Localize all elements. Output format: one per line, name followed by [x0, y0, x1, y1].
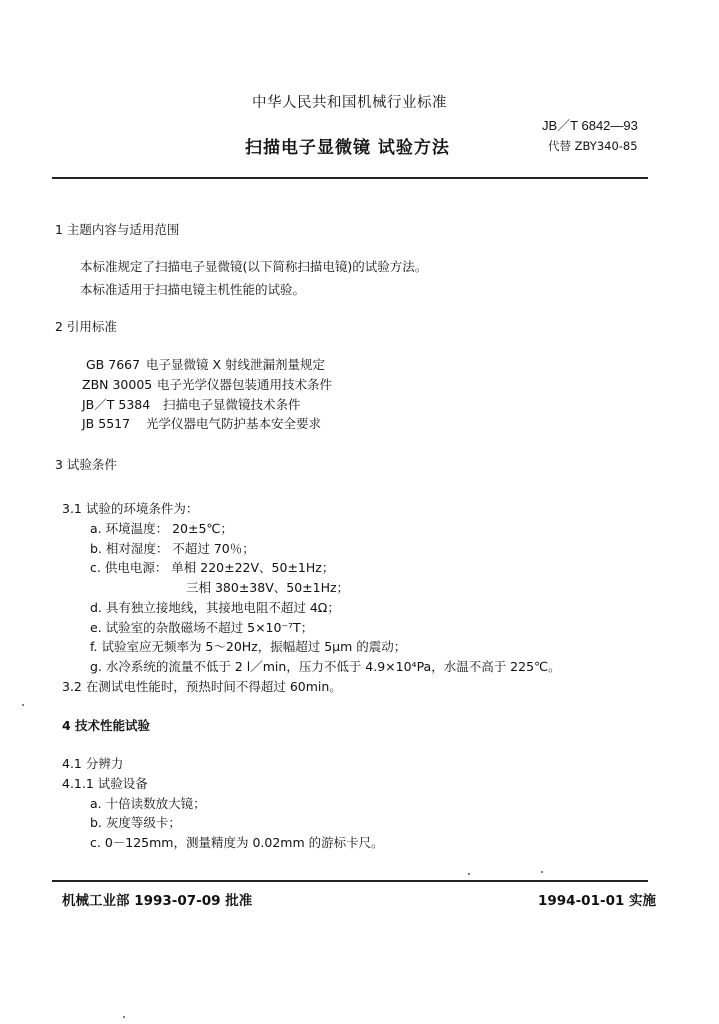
scan-speck [123, 1016, 125, 1018]
ref-code: JB／T 5384 [82, 397, 151, 412]
section-1-paragraph-2: 本标准适用于扫描电镜主机性能的试验。 [80, 282, 306, 297]
standard-number: JB／T 6842—93 [542, 118, 638, 133]
condition-item: 三相 380±38V、50±1Hz； [186, 580, 350, 595]
scan-speck [541, 871, 543, 873]
ref-code: ZBN 30005 [82, 377, 153, 392]
condition-item: a. 环境温度： 20±5℃； [90, 521, 233, 536]
section-2-heading: 2 引用标准 [55, 319, 117, 334]
approval-note: 机械工业部 1993-07-09 批准 [62, 893, 253, 909]
ref-code: GB 7667 [86, 357, 141, 372]
footer-divider [52, 880, 648, 882]
document-title: 扫描电子显微镜 试验方法 [245, 138, 450, 158]
ref-title: 电子显微镜 X 射线泄漏剂量规定 [146, 357, 326, 372]
ref-title: 扫描电子显微镜技术条件 [163, 397, 301, 412]
section-4-heading: 4 技术性能试验 [62, 718, 151, 733]
header-divider [52, 177, 648, 179]
section-1-heading: 1 主题内容与适用范围 [55, 222, 180, 237]
clause-4-1: 4.1 分辨力 [62, 756, 124, 771]
implementation-date: 1994-01-01 实施 [538, 893, 657, 909]
condition-item: b. 相对湿度： 不超过 70％； [90, 541, 255, 556]
clause-3-1: 3.1 试验的环境条件为： [62, 501, 199, 516]
condition-item: d. 具有独立接地线，其接地电阻不超过 4Ω； [90, 600, 340, 615]
section-3-heading: 3 试验条件 [55, 457, 117, 472]
ref-title: 光学仪器电气防护基本安全要求 [146, 416, 322, 431]
condition-item: c. 供电电源： 单相 220±22V、50±1Hz； [90, 560, 335, 575]
clause-3-2: 3.2 在测试电性能时，预热时间不得超过 60min。 [62, 679, 342, 694]
condition-item: e. 试验室的杂散磁场不超过 5×10⁻⁷T； [90, 620, 314, 635]
equipment-item: c. 0－125mm，测量精度为 0.02mm 的游标卡尺。 [90, 835, 384, 850]
condition-item: f. 试验室应无频率为 5～20Hz，振幅超过 5μm 的震动； [90, 639, 407, 654]
ref-title: 电子光学仪器包装通用技术条件 [157, 377, 333, 392]
replaces-standard: 代替 ZBY340-85 [548, 139, 638, 153]
section-1-paragraph-1: 本标准规定了扫描电子显微镜(以下简称扫描电镜)的试验方法。 [80, 259, 428, 274]
equipment-item: b. 灰度等级卡； [90, 815, 181, 830]
scan-speck [468, 873, 470, 875]
condition-item: g. 水冷系统的流量不低于 2 l／min，压力不低于 4.9×10⁴Pa，水温不高于 225℃。 [90, 659, 561, 674]
scan-speck [22, 704, 24, 706]
ref-code: JB 5517 [82, 416, 131, 431]
equipment-item: a. 十倍读数放大镜； [90, 796, 206, 811]
standard-category: 中华人民共和国机械行业标准 [252, 95, 447, 111]
clause-4-1-1: 4.1.1 试验设备 [62, 776, 148, 791]
